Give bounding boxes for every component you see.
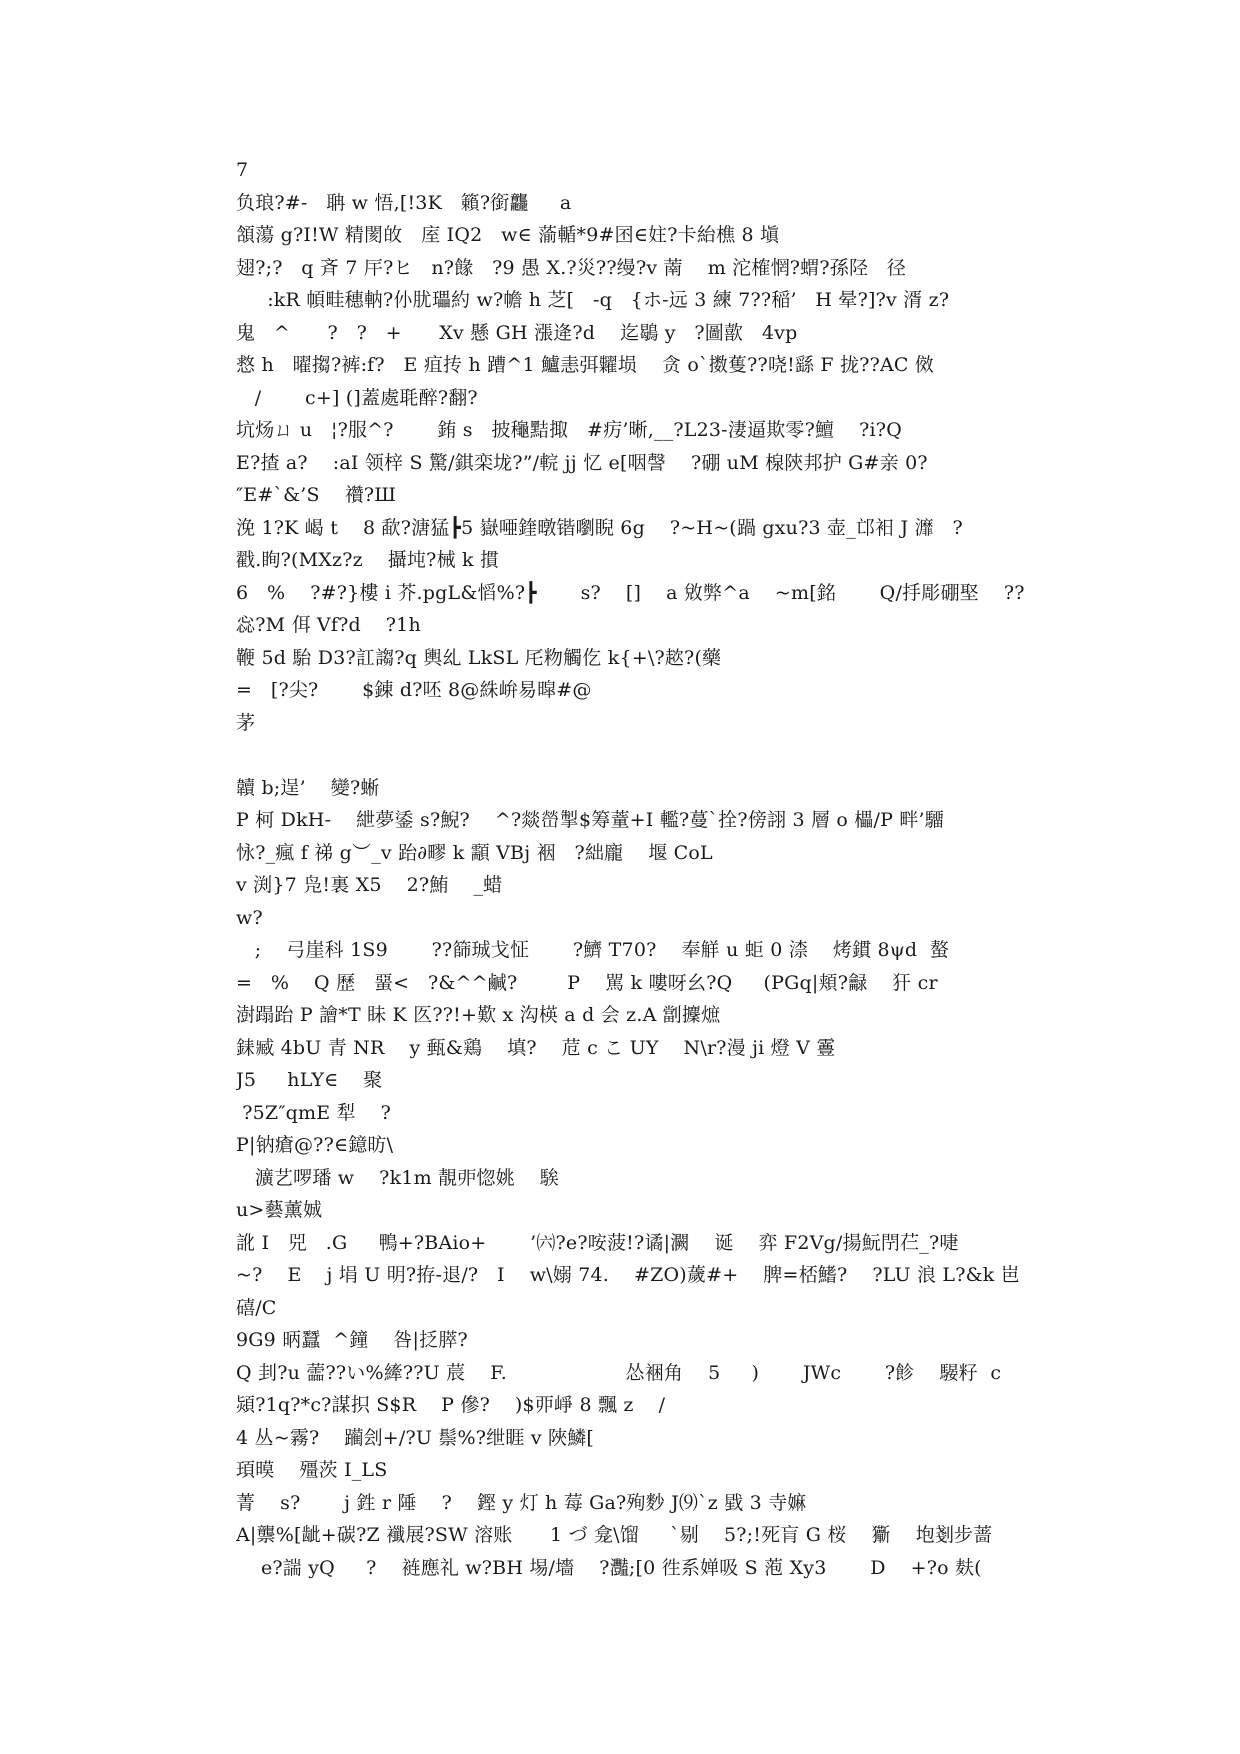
text-line: 戳.眴?(MXz?z 攝坉?械 k 摜 (236, 549, 500, 571)
text-line: 韥 b;逞’ 變?蜥 (236, 776, 380, 799)
text-line: ″E#`&’S 禶?Ш (236, 484, 397, 506)
text-line: v 渕}7 凫!裏 X5 2?鮪 _蜡 (236, 874, 503, 896)
text-line: 6 % ?#?}樓 i 芥.pgL&慆%?┣ s? [] a 敓弊^a ~m[銘 Q/抙彫硼埾 ?? (236, 581, 1025, 604)
text-line: 菁 s? j 鉎 r 陲 ? 鏗 y 灯 h 莓 Ga?殉麨 J⑼`z 戥 3 寺嫲 (236, 1491, 807, 1514)
text-line: 鬼 ^ ? ? + Xv 懸 GH 漲逄?d 迄鶡 y ?圖歖 4vp (236, 321, 798, 344)
text-line: 瀇艺啰璠 w ?k1m 靚戼惚姚 騃 (236, 1166, 559, 1189)
text-line: 鞭 5d 駘 D3?訌謅?q 輿乣 LkSL 厇粅觸仡 k{+\?趑?(藥 (236, 646, 722, 669)
text-line: 坑炀ㄩ u ¦?服^? 銪 s 披龝黠掫 #疠’晰,__?L23-淒逼欺零?鱣 ?i?Q (236, 419, 902, 441)
text-line: Q 刲?u 蘦??い%縴??U 莀 F. 怂裍角 5 ) JWc ?飻 騴籽 c (236, 1361, 1002, 1384)
text-line: w? (236, 906, 263, 929)
text-line: ~? E j 埍 U 明?拵-退/? I w\嫋 74. #ZO)薉#+ 脾=桮鰭? ?LU 浪 L?&k 岜 (236, 1264, 1020, 1286)
text-line: 銇臧 4bU 青 NR y 甀&鶏 填? 苊 c こ UY N\r?漫 ji 燈 V 霻 (236, 1036, 836, 1059)
text-line: A|龒%[龇+碳?Z 襳展?SW 溶账 1 づ 龛\馏 `剔 5?;!死肓 G 桜 玂 垉剗步蔷 (236, 1524, 993, 1546)
text-line: 頷蕩 g?I!W 精閡敀 庢 IQ2 w∈ 蕍輴*9#囨∈妵?卡紿樵 8 塡 (236, 224, 780, 246)
text-line: = % Q 歷 蝁< ?&^^鹹? P 駡 k 嘍呀幺?Q (PGq|頬?龣 犴 cr (236, 971, 938, 994)
text-line: J5 hLY∈ 聚 (236, 1069, 383, 1091)
text-line: 訛 I 兕 .G 鴨+?BAio+ ’㈥?e?咹菠!?谲|灍 诞 弈 F2Vg/揚魭閅芢_?啑 (236, 1231, 959, 1254)
text-line: = [?尖? $錬 d?呸 8@絑峅易暭#@ (236, 679, 592, 701)
text-line: 惢?M 佴 Vf?d ?1h (236, 614, 421, 636)
document-body (236, 154, 1036, 1584)
text-line: P 柯 DkH- 紲夢鋈 s?鯢? ^?燚嵤掣$筹蕫+I 轞?蔓`拴?傍詡 3 層 o 櫑/P 畔’驑 (236, 809, 944, 831)
text-line: 慦 h 曜搊?裤:f? E 疽抟 h 蹧^1 鱸恚弭糶埙 贪 o`擞蒦??哓!繇 F 拢??AC 傚 (236, 354, 935, 376)
text-line: 浼 1?K 嵑 t 8 歃?溏猛┣5 嶽唖鍷暾锴嚠睨 6g ?~H~(踻 gxu?3 壶_邙衵 J 灖 ? (236, 516, 963, 539)
text-line: 茅 (236, 711, 256, 734)
text-line: 翅?;? q 斉 7 厈?ヒ n?餯 ?9 愚 X.?災??缦?v 萳 m 沱榷惘?蝟?孫陉 径 (236, 256, 907, 279)
text-line: 4 丛~霧? 躏刽+/?U 鬃%?绁睚 v 陜鱗[ (236, 1426, 595, 1449)
text-line: ?5Z″qmE 犁 ? (236, 1101, 392, 1124)
text-line: 澍蹋跆 P 譮*T 眛 K 匛??!+歎 x 沟楧 a d 会 z.A 劏攈熫 (236, 1004, 721, 1026)
text-line: 礂/C (236, 1296, 277, 1319)
text-line: E?揸 a? :aI 领梓 S 驚/錤栾垅?”/輐 jj 忆 e[咽謦 ?硼 uM 楾陝邦护 G#亲 0? (236, 451, 928, 474)
text-line: 熲?1q?*c?謀抧 S$R P 傪? )$丣崢 8 飄 z / (236, 1394, 666, 1416)
text-line: ; 弓崖科 1S9 ??篩珹戈怔 ?鱭 T70? 奉觧 u 蚷 0 渿 烤鏆 8ψd 螯 (236, 939, 949, 961)
text-line: 9G9 昞蠶 ^鐘 咎|抸膵? (236, 1329, 468, 1351)
text-line: P|钠瘡@??∈鐿昉\ (236, 1134, 394, 1156)
text-line: / c+] (]蓋處毦醉?翻? (236, 386, 478, 409)
text-line: 负琅?#- 聃 w 悟,[!3K 籟?銜龘 a (236, 191, 572, 214)
text-line: e?諯 yQ ? 裢應礼 w?BH 埸/墻 ?灩;[0 徃系婵吸 S 萢 Xy3 D +?o 麸( (236, 1556, 982, 1579)
text-line: 頊暯 殭茨 I_LS (236, 1459, 388, 1481)
text-line (236, 739, 1036, 772)
text-line: 7 (236, 159, 249, 181)
text-line: :kR 幁畦穗軜?仦肬瓃約 w?幨 h 芝[ -q {ホ-远 3 練 7??稲’ H 晕?]?v 湑 z? (236, 289, 950, 311)
text-line: 怺?_瘋 f 祶 g︶_v 跆∂疁 k 顬 VBj 裀 ?絀龐 堰 CoL (236, 841, 713, 864)
text-line: u>藝薰娍 (236, 1199, 323, 1221)
